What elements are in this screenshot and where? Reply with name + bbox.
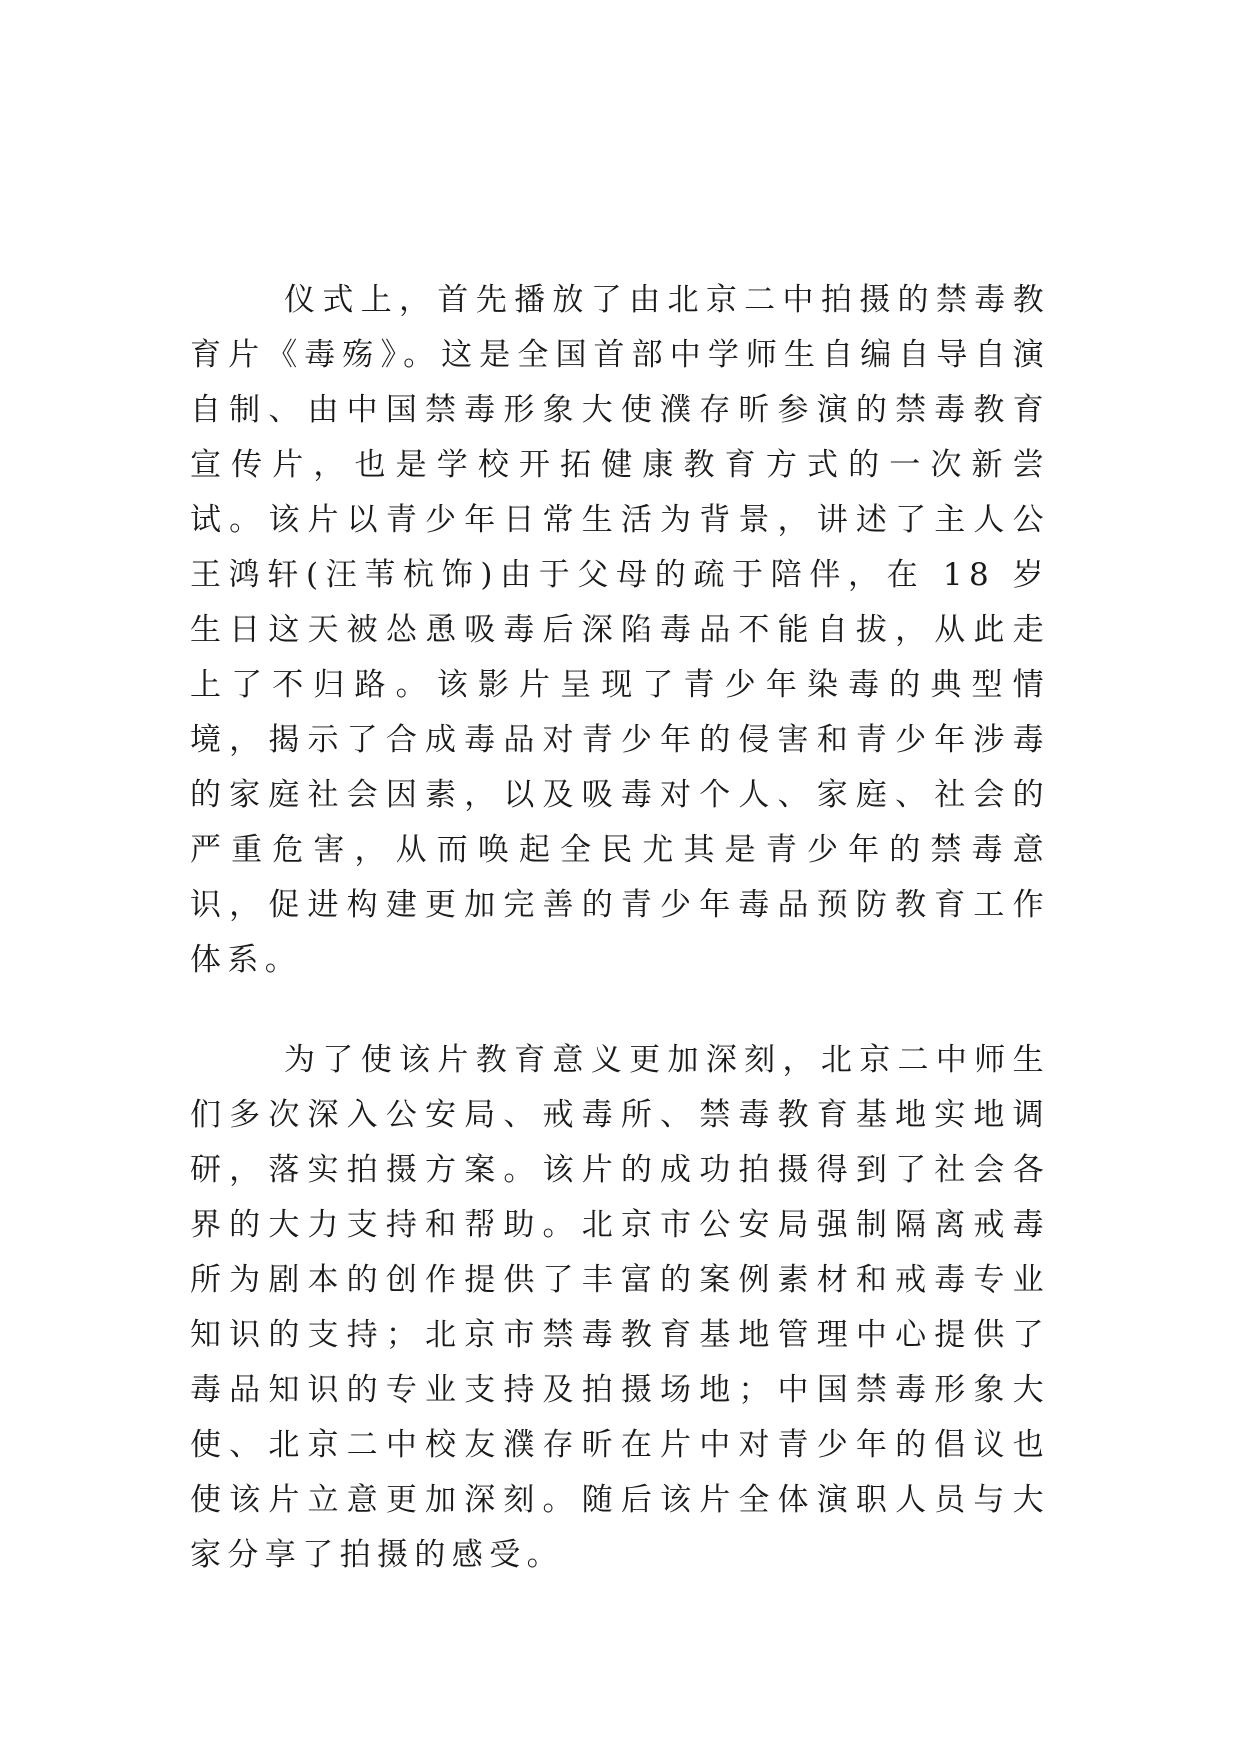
paragraph-ceremony-film-screening: 仪式上，首先播放了由北京二中拍摄的禁毒教育片《毒殇》。这是全国首部中学师生自编自导自演自制、由中国禁毒形象大使濮存昕参演的禁毒教育宣传片，也是学校开拓健康教育方式的一次新尝试。该片以青少年日常生活为背景，讲述了主人公王鸿轩(汪苇杭饰)由于父母的疏于陪伴，在 18 岁生日这天被怂恿吸毒后深陷毒品不能自拔，从此走上了不归路。该影片呈现了青少年染毒的典型情境，揭示了合成毒品对青少年的侵害和青少年涉毒的家庭社会因素，以及吸毒对个人、家庭、社会的严重危害，从而唤起全民尤其是青少年的禁毒意识，促进构建更加完善的青少年毒品预防教育工作体系。 xyxy=(190,282,1050,978)
paragraph-film-production-support: 为了使该片教育意义更加深刻，北京二中师生们多次深入公安局、戒毒所、禁毒教育基地实地调研，落实拍摄方案。该片的成功拍摄得到了社会各界的大力支持和帮助。北京市公安局强制隔离戒毒所为剧本的创作提供了丰富的案例素材和戒毒专业知识的支持；北京市禁毒教育基地管理中心提供了毒品知识的专业支持及拍摄场地；中国禁毒形象大使、北京二中校友濮存昕在片中对青少年的倡议也使该片立意更加深刻。随后该片全体演职人员与大家分享了拍摄的感受。 xyxy=(190,1042,1050,1573)
